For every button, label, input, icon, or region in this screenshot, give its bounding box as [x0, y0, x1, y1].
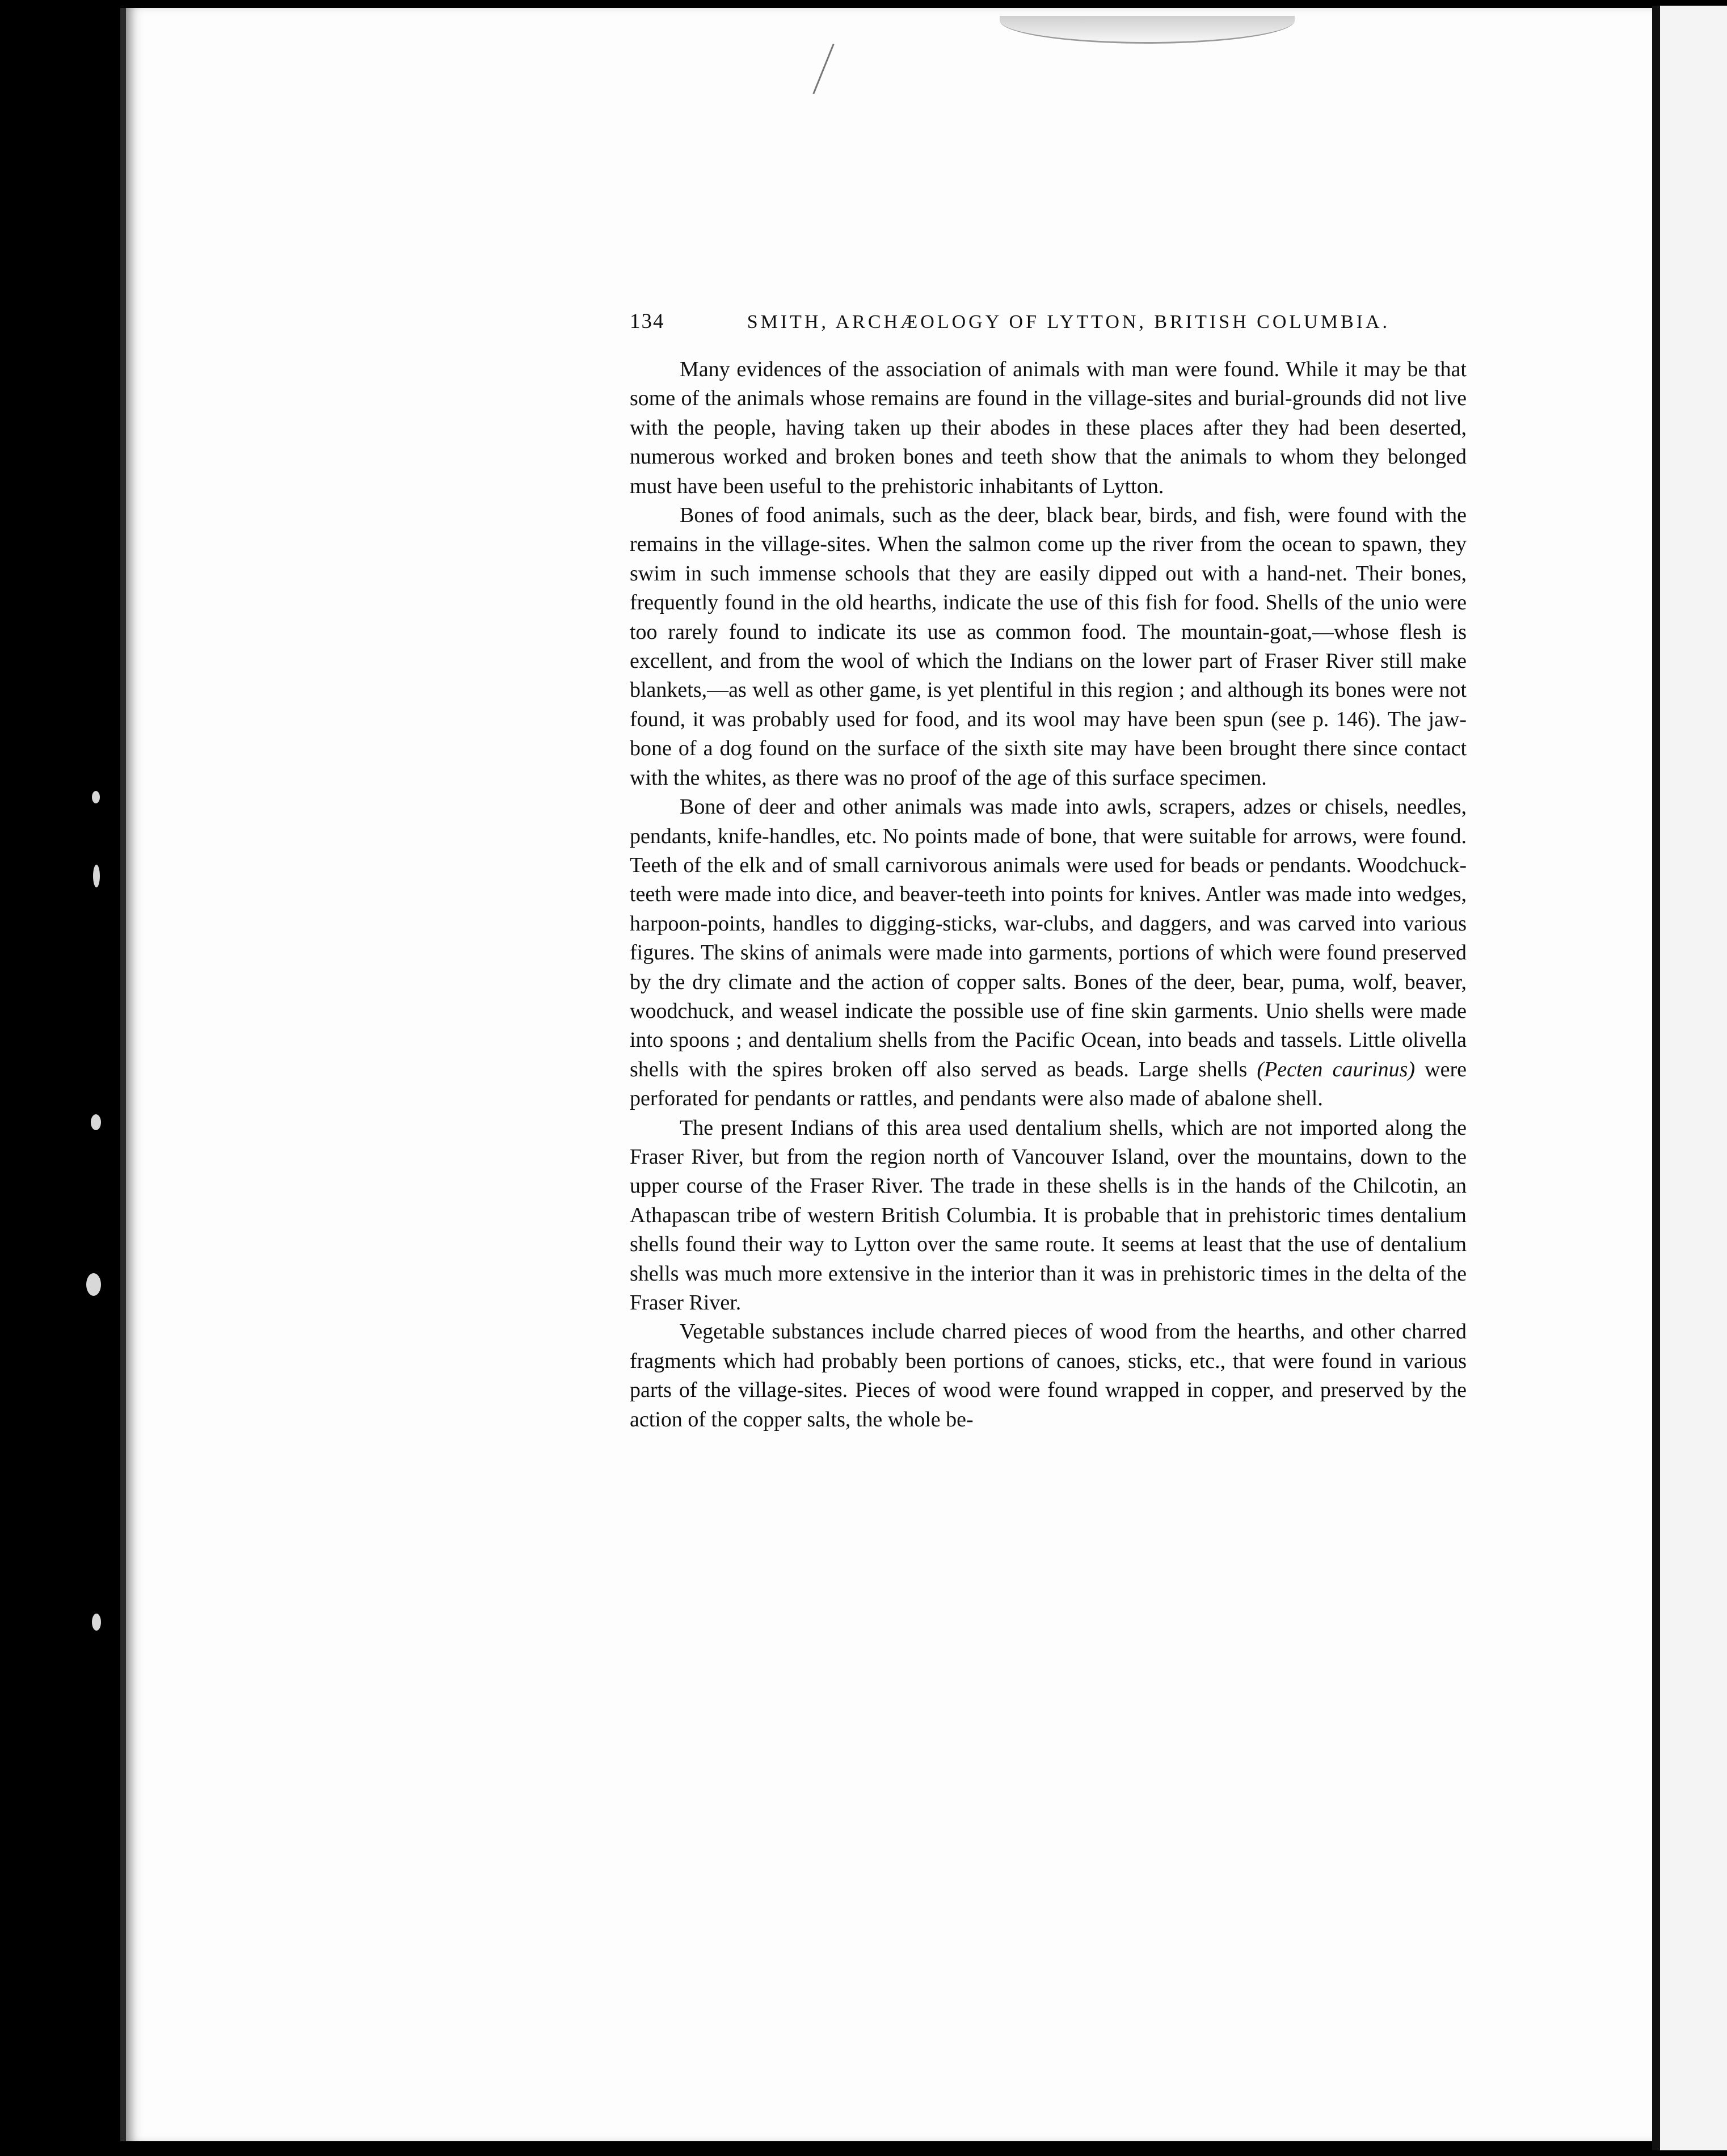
- paragraph-food-animals: Bones of food animals, such as the deer, black bear, birds, and fish, were found with the remains in the village-sites. When the salmon come up the river from the ocean to spawn, they swim in such immense schools that they are easily dipped out with a hand-net. Their bones, frequently found in the old hearths, indicate the use of this fish for food. Shells of the unio were too rarely found to indicate its use as common food. The mountain-goat,—whose flesh is excellent, and from the wool of which the Indians on the lower part of Fraser River still make blankets,—as well as other game, is yet plentiful in this region ; and although its bones were not found, it was probably used for food, and its wool may have been spun (see p. 146). The jaw-bone of a dog found on the surface of the sixth site may have been brought there since contact with the whites, as there was no proof of the age of this surface specimen.: [630, 503, 1467, 790]
- paragraph-vegetable-substances: Vegetable substances include charred pieces of wood from the hearths, and other charred fragments which had probably been portions of canoes, sticks, etc., that were found in various parts of the village-sites. Pieces of wood were found wrapped in copper, and preserved by the action of the copper salts, the whole be-: [630, 1320, 1467, 1431]
- margin-speck: [92, 1614, 101, 1631]
- running-title: SMITH, ARCHÆOLOGY OF LYTTON, BRITISH COLUMBIA.: [747, 311, 1390, 332]
- paragraph-text-end: were perforated for pendants or rattles, and pendants were also made of abalone shell.: [630, 1057, 1467, 1111]
- margin-speck: [86, 1273, 101, 1296]
- adjacent-page-edge: [1652, 6, 1727, 2150]
- page-number: 134: [630, 310, 665, 333]
- margin-speck: [93, 865, 100, 887]
- top-edge-fold: [1000, 16, 1295, 44]
- margin-speck: [91, 1114, 101, 1130]
- paragraph-animals-association: Many evidences of the association of animals with man were found. While it may be that some of the animals whose remains are found in the village-sites and burial-grounds did not live with the people, having taken up their abodes in these places after they had been deserted, numerous worked and broken bones and teeth show that the animals to whom they belonged must have been useful to the prehistoric inhabitants of Lytton.: [630, 357, 1467, 498]
- paragraph-bone-artifacts: [630, 793, 1467, 1113]
- paragraph-text-start: Bone of deer and other animals was made into awls, scrapers, adzes or chisels, needles, pendants, knife-handles, etc. No points made of bone, that were suitable for arrows, were found. Teeth of the elk and of small carnivorous animals were used for beads or pendants. Woodchuck-teeth were made into dice, and beaver-teeth into points for knives. Antler was made into wedges, harpoon-points, handles to digging-sticks, war-clubs, and daggers, and was carved into various figures. The skins of animals were made into garments, portions of which were found preserved by the dry climate and the action of copper salts. Bones of the deer, bear, puma, wolf, beaver, woodchuck, and weasel indicate the possible use of fine skin garments. Unio shells were made into spoons ; and dentalium shells from the Pacific Ocean, into beads and tassels. Little olivella shells with the spires broken off also served as beads. Large shells: [630, 795, 1467, 1081]
- species-name-italic: (Pecten caurinus): [1257, 1057, 1416, 1081]
- page-content: [630, 309, 1467, 1434]
- pencil-mark: [812, 44, 834, 94]
- running-header: [630, 309, 1390, 334]
- paragraph-dentalium-trade: The present Indians of this area used dentalium shells, which are not imported along the Fraser River, but from the region north of Vancouver Island, over the mountains, down to the upper course of the Fraser River. The trade in these shells is in the hands of the Chilcotin, an Athapascan tribe of western British Columbia. It is probable that in prehistoric times dentalium shells found their way to Lytton over the same route. It seems at least that the use of dentalium shells was much more extensive in the interior than it was in prehistoric times in the delta of the Fraser River.: [630, 1115, 1467, 1315]
- margin-speck: [92, 791, 100, 803]
